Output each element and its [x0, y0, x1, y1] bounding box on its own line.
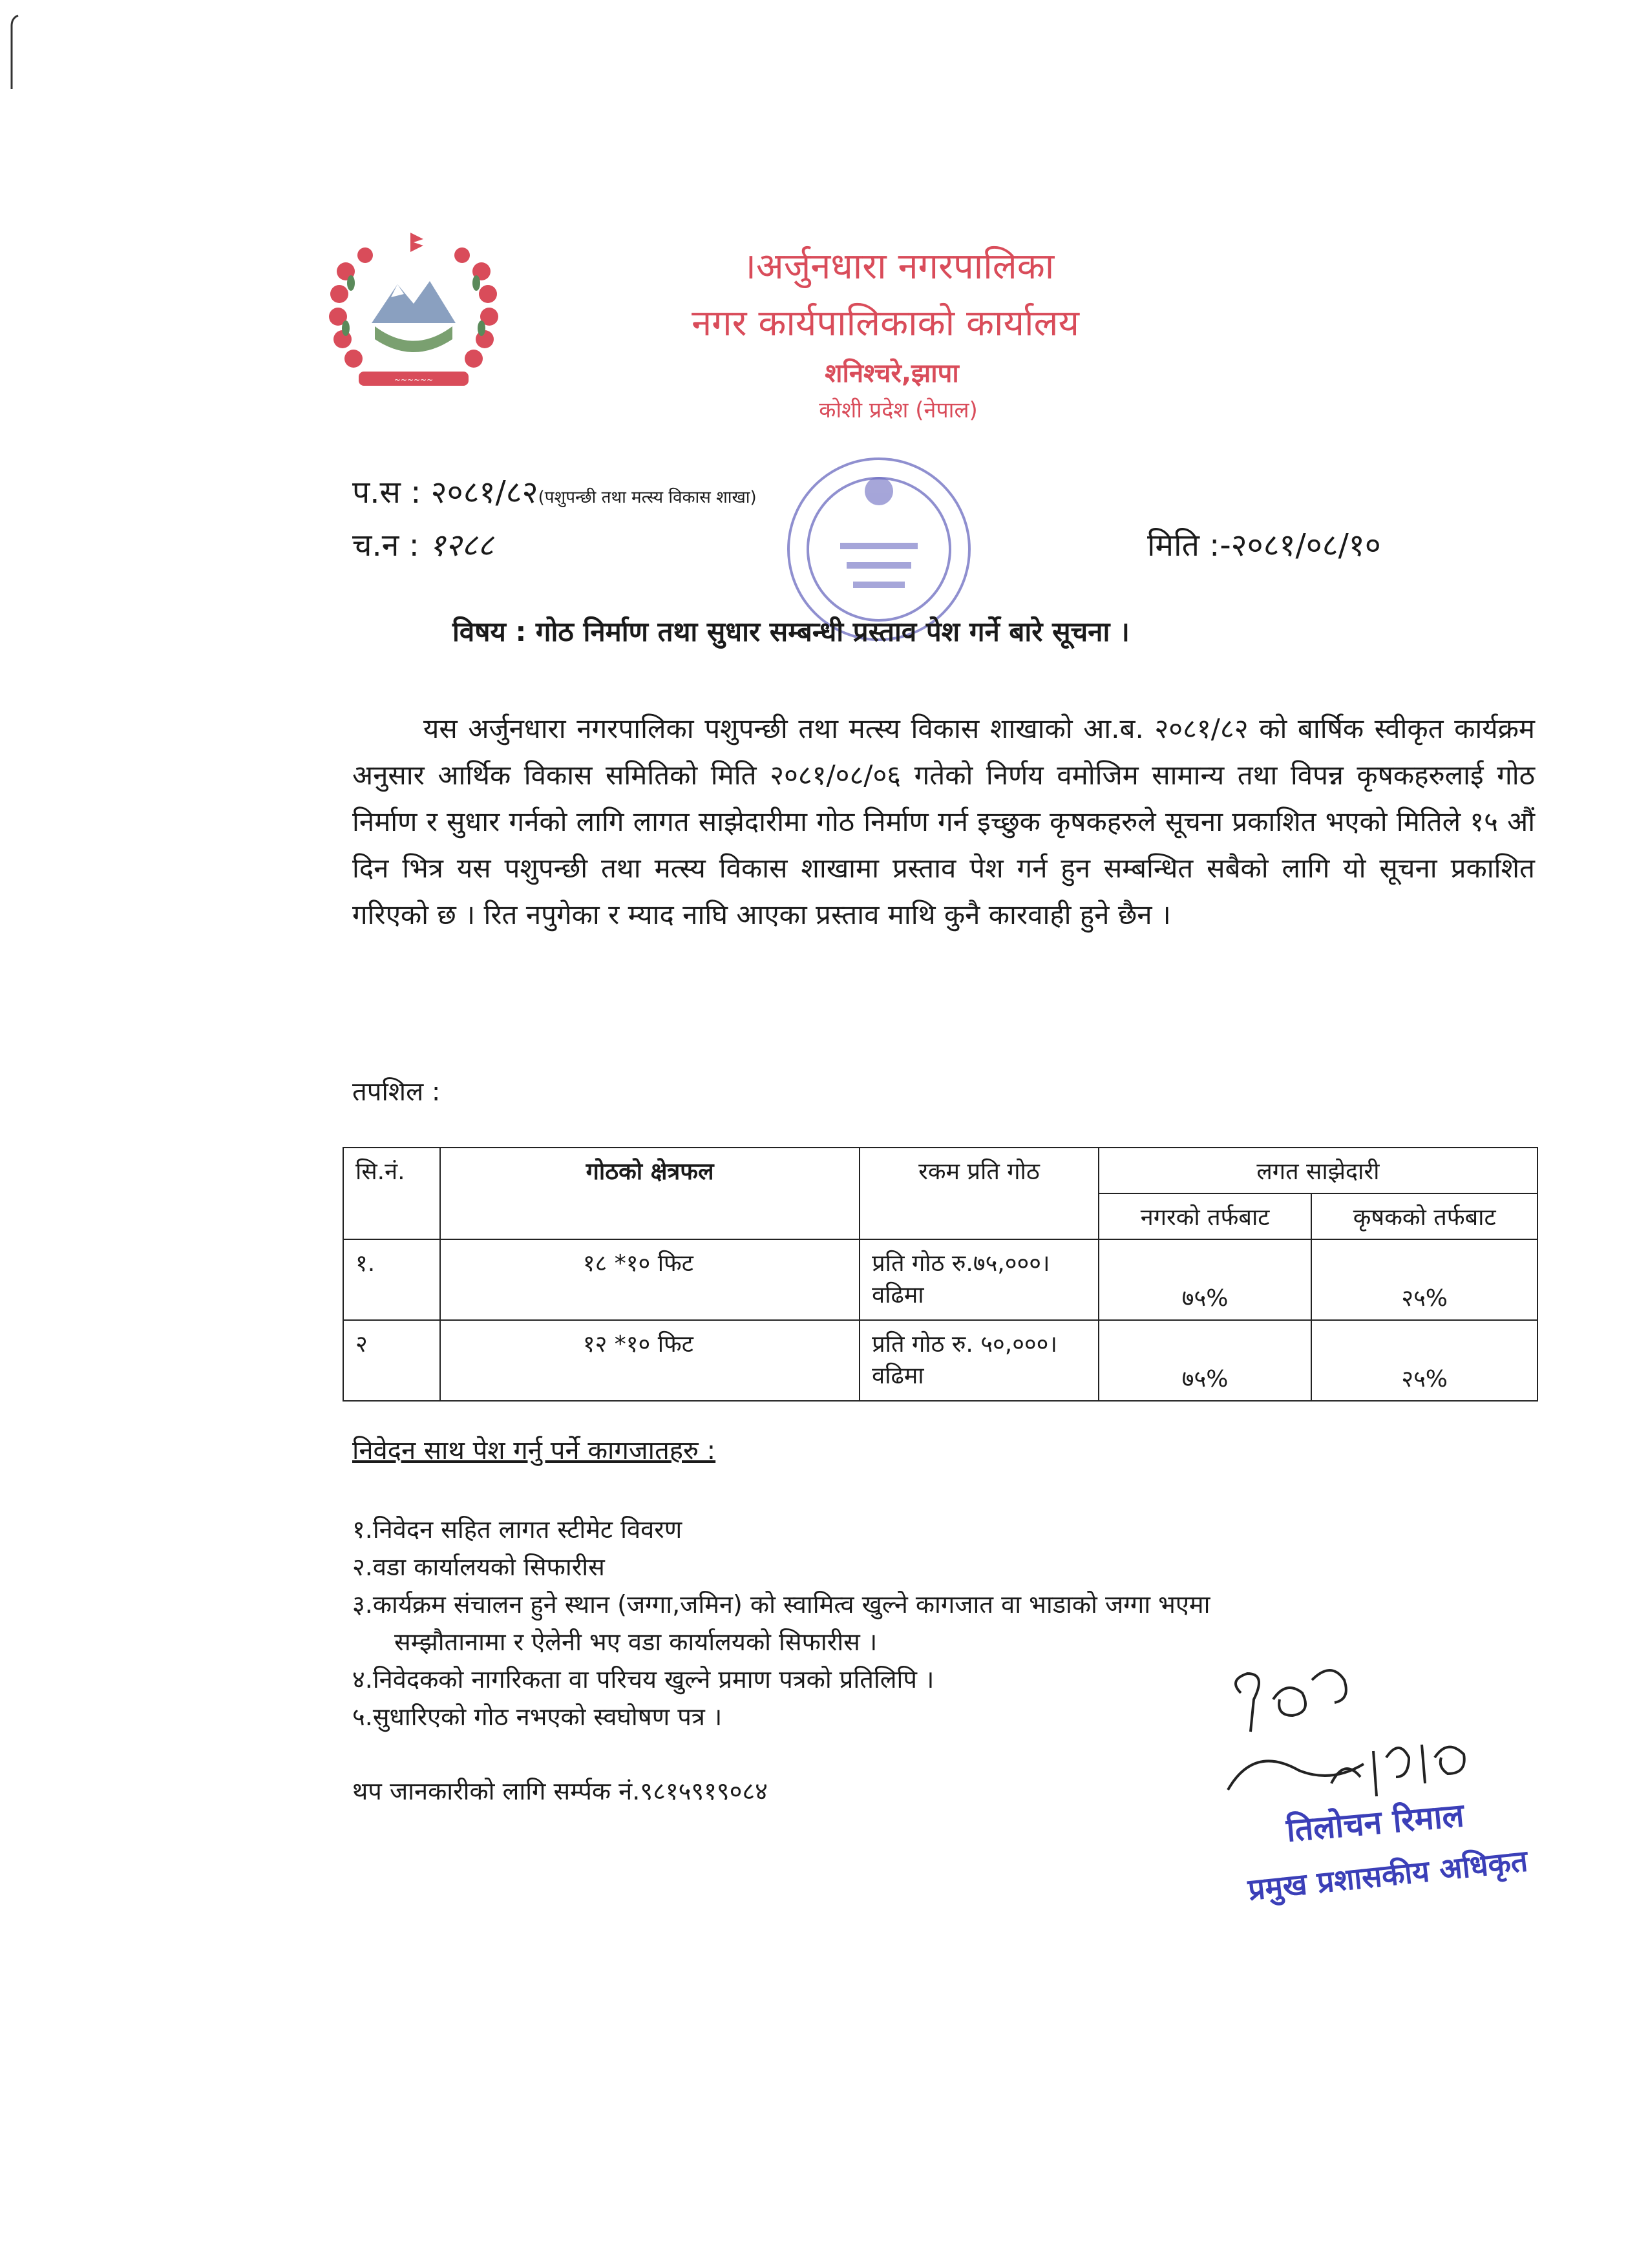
cell-amount	[860, 1239, 1099, 1320]
document-item: १.निवेदन सहित लागत स्टीमेट विवरण	[352, 1515, 682, 1544]
reference-ps-line	[352, 470, 757, 512]
document-item: ३.कार्यक्रम संचालन हुने स्थान (जग्गा,जमिन) को स्वामित्व खुल्ने कागजात वा भाडाको जग्गा भएमा	[352, 1590, 1210, 1619]
cell-area: १२ *१० फिट	[440, 1320, 860, 1401]
header-amount: रकम प्रति गोठ	[860, 1148, 1099, 1239]
cell-amount-line-2: वढिमा	[872, 1363, 924, 1389]
header-cost-share: लगत साझेदारी	[1099, 1148, 1537, 1193]
notice-subject: विषय : गोठ निर्माण तथा सुधार सम्बन्धी प्रस्ताव पेश गर्ने बारे सूचना ।	[452, 616, 1130, 647]
signatory-title: प्रमुख प्रशासकीय अधिकृत	[1246, 1843, 1530, 1907]
details-label: तपशिल :	[352, 1077, 441, 1107]
header-sn: सि.नं.	[343, 1148, 440, 1239]
cell-farmer-share: २५%	[1311, 1320, 1537, 1401]
cell-sn: २	[343, 1320, 440, 1401]
documents-heading: निवेदन साथ पेश गर्नु पर्ने कागजातहरु :	[352, 1436, 716, 1465]
scan-edge-mark	[0, 13, 19, 90]
document-item: सम्झौतानामा र ऐलेनी भए वडा कार्यालयको सिफारीस ।	[394, 1628, 878, 1656]
table-row	[343, 1239, 1537, 1320]
header-municipality: नगरको तर्फबाट	[1099, 1193, 1312, 1239]
ps-label: प.स :	[352, 474, 421, 510]
header-area: गोठको क्षेत्रफल	[440, 1148, 860, 1239]
cost-sharing-table	[343, 1147, 1538, 1402]
cell-amount-line-2: वढिमा	[872, 1282, 924, 1308]
document-item: ५.सुधारिएको गोठ नभएको स्वघोषण पत्र ।	[352, 1703, 723, 1731]
document-item: २.वडा कार्यालयको सिफारीस	[352, 1553, 605, 1581]
notice-body: यस अर्जुनधारा नगरपालिका पशुपन्छी तथा मत्स्य विकास शाखाको आ.ब. २०८१/८२ को बार्षिक स्वीकृत कार्यक्रम अनुसार आर्थिक विकास समितिको मिति २०८१/०८/०६ गतेको निर्णय वमोजिम सामान्य तथा विपन्न कृषकहरुलाई गोठ निर्माण र सुधार गर्नको लागि लागत साझेदारीमा गोठ निर्माण गर्न इच्छुक कृषकहरुले सूचना प्रकाशित भएको मितिले १५ औं दिन भित्र यस पशुपन्छी तथा मत्स्य विकास शाखामा प्रस्ताव पेश गर्न हुन सम्बन्धित सबैको लागि यो सूचना प्रकाशित गरिएको छ । रित नपुगेका र म्याद नाघि आएका प्रस्ताव माथि कुनै कारवाही हुने छैन ।	[352, 713, 1535, 930]
cell-municipality-share: ७५%	[1099, 1239, 1312, 1320]
table-row	[343, 1320, 1537, 1401]
cell-amount-line-1: प्रति गोठ रु. ५०,०००।	[872, 1331, 1057, 1358]
header-farmer: कृषकको तर्फबाट	[1311, 1193, 1537, 1239]
svg-text:~~~~~~: ~~~~~~	[394, 375, 434, 384]
document-item: ४.निवेदकको नागरिकता वा परिचय खुल्ने प्रमाण पत्रको प्रतिलिपि ।	[352, 1665, 935, 1694]
cn-label: च.न :	[352, 527, 419, 563]
office-subtitle: नगर कार्यपालिकाको कार्यालय	[692, 302, 1079, 344]
cell-farmer-share: २५%	[1311, 1239, 1537, 1320]
cell-amount	[860, 1320, 1099, 1401]
cell-sn: १.	[343, 1239, 440, 1320]
date: मिति :-२०८१/०८/१०	[1147, 527, 1381, 563]
cn-value: १२८८	[429, 527, 494, 563]
reference-cn-line	[352, 523, 494, 565]
ps-value: २०८१/८२	[430, 474, 538, 510]
cell-area: १८ *१० फिट	[440, 1239, 860, 1320]
nepal-emblem-icon	[320, 226, 507, 401]
cell-amount-line-1: प्रति गोठ रु.७५,०००।	[872, 1250, 1050, 1277]
contact-number: थप जानकारीको लागि सर्म्पक नं.९८१५९१९०८४	[352, 1777, 768, 1805]
signatory-name: तिलोचन रिमाल	[1285, 1796, 1466, 1849]
table-header-row	[343, 1148, 1537, 1193]
cell-municipality-share: ७५%	[1099, 1320, 1312, 1401]
office-name: ।अर्जुनधारा नगरपालिका	[742, 246, 1055, 288]
office-place: शनिश्चरे,झापा	[825, 359, 959, 388]
office-province: कोशी प्रदेश (नेपाल)	[819, 397, 978, 423]
ps-note: (पशुपन्छी तथा मत्स्य विकास शाखा)	[538, 488, 757, 507]
